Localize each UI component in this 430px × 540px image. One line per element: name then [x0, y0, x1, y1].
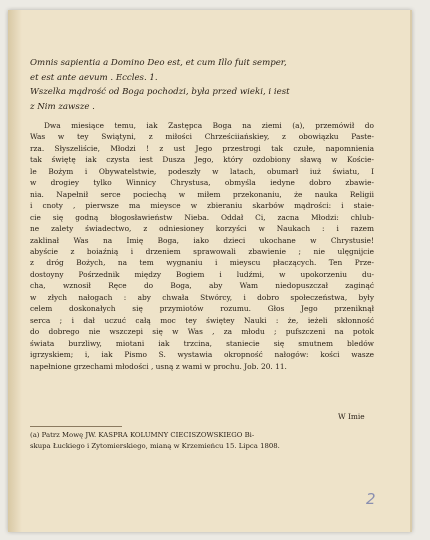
body-line: nia. Napełnił serce pociechą w miłem przekonaniu, że nauka Religii: [30, 189, 374, 199]
motto-latin-line-1: Omnis sapientia a Domino Deo est, et cum Illo fuit semper,: [30, 58, 287, 68]
body-line: tak świętę iak czysta iest Dusza Jego, który ozdobiony sławą w Koście-: [30, 155, 374, 165]
body-line: świata burzliwy, miotani iak trzcina, staniecie się smutnem bledów: [30, 338, 374, 348]
footnote-line-1: (a) Patrz Mowę JW. KASPRA KOLUMNY CIECISZOWSKIEGO Bi-: [30, 431, 255, 439]
body-line: z dróg Bożych, na tem wygnaniu i mieyscu płaczących. Ten Prze-: [30, 258, 374, 268]
body-line: i cnoty , pierwsze ma mieysce w zbieraniu skarbów mądrości: i staie-: [30, 201, 374, 211]
body-line: ne zalety świadectwo, z odniesioney korzyści w Naukach : i razem: [30, 224, 374, 234]
body-line: napełnione grzechami młodości , usną z wami w prochu. Job. 20. 11.: [30, 361, 287, 371]
footnote: [30, 430, 375, 452]
body-line: Dwa miesiące temu, iak Zastępca Boga na ziemi (a), przemówił do: [44, 121, 374, 130]
body-line: w drogiey tylko Winnicy Chrystusa, obmyśla iedyne dobro zbawie-: [30, 178, 374, 188]
page-gutter: [8, 10, 22, 532]
footnote-line-2: skupa Łuckiego i Zytomierskiego, mianą w Krzemieńcu 15. Lipca 1808.: [30, 442, 280, 450]
body-line: dostoyny Pośrzednik między Bogiem i ludźmi, w upokorzeniu du-: [30, 269, 374, 279]
page-number: 2: [366, 490, 376, 508]
motto-polish-line-1: Wszelka mądrość od Boga pochodzi, była przed wieki, i iest: [30, 87, 290, 97]
body-line: rza. Słyszeliście, Młodzi ! z ust Jego przestrogi tak czułe, napomnienia: [30, 143, 374, 153]
body-line: le Bożym i Obywatelstwie, podeszły w latach, obumarł iuż światu, I: [30, 166, 374, 176]
body-line: abyście z boiaźnią i drzeniem sprawowali zbawienie ; nie ulęgnijcie: [30, 246, 374, 256]
body-line: Was w tey Swiątyni, z miłości Chrześciiańskiey, z obowiązku Paste-: [30, 132, 374, 142]
motto: [30, 56, 400, 114]
body-line: serca ; i dał uczuć całą moc tey świętey Nauki : że, ieżeli skłonność: [30, 315, 374, 325]
body-line: zaklinał Was na Imię Boga, iako dzieci ukochane w Chrystusie!: [30, 235, 374, 245]
body-line: cie się godną błogosławieństw Nieba. Oddał Ci, zacna Młodzi: chlub-: [30, 212, 374, 222]
motto-latin-line-2: et est ante aevum . Eccles. 1.: [30, 72, 158, 83]
body-line: celem doskonałych się przymiotów rozumu. Głos Jego przeniknął: [30, 304, 374, 314]
footnote-rule: [30, 426, 122, 427]
body-line: do dobrego nie wszczepi się w Was , za młodu ; pufszczeni na potok: [30, 327, 374, 337]
body-line: cha, wznosił Ręce do Boga, aby Wam niedopuszczał zaginąć: [30, 281, 374, 291]
catchword: W Imie: [338, 412, 365, 421]
body-text: [30, 120, 374, 372]
body-line: w złych nałogach : aby chwała Stwórcy, i dobro społeczeństwa, były: [30, 292, 374, 302]
body-line: igrzyskiem; i, iak Pismo S. wystawia okropność nałogów: kości wasze: [30, 350, 374, 360]
motto-polish-line-2: z Nim zawsze .: [30, 101, 95, 112]
